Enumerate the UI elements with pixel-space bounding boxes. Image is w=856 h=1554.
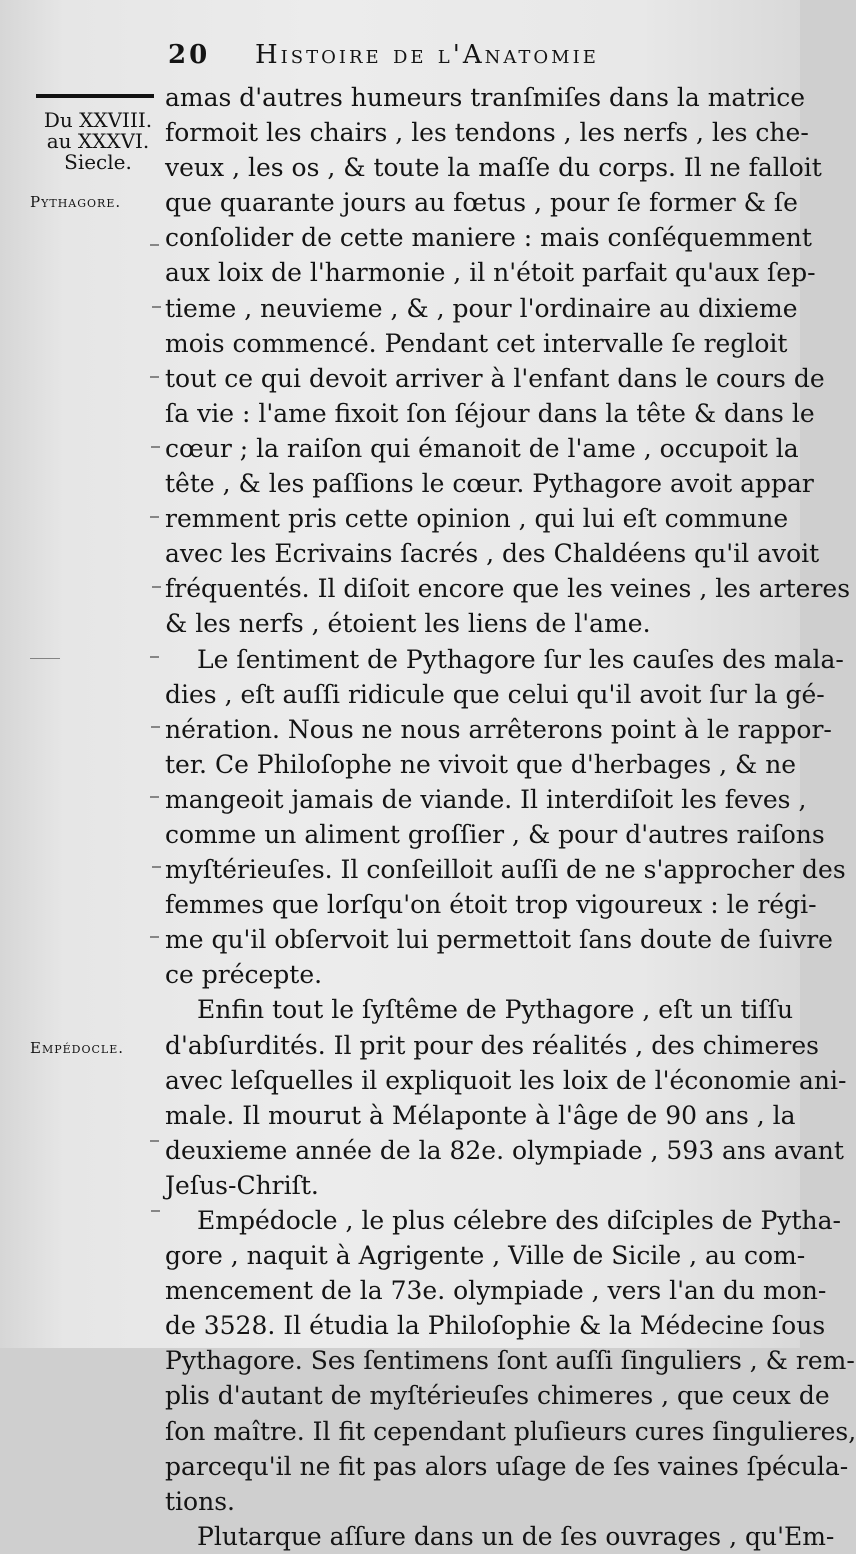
text-line: comme un aliment groſſier , & pour d'autres raiſons — [165, 819, 825, 849]
margin-note-empedocle: Empédocle. — [30, 1039, 125, 1057]
text-line: ſa vie : l'ame fixoit ſon ſéjour dans la tête & dans le — [165, 398, 815, 428]
text-line: ter. Ce Philoſophe ne vivoit que d'herbages , & ne — [165, 749, 797, 779]
text-line: Jeſus-Chriſt. — [165, 1170, 319, 1200]
running-title: Histoire de l'Anatomie — [255, 40, 599, 70]
header-rule — [36, 94, 154, 98]
text-line: Pythagore. Ses ſentimens ſont auſſi ſinguliers , & rem- — [165, 1346, 855, 1376]
text-line: d'abſurdités. Il prit pour des réalités , des chimeres — [165, 1030, 819, 1060]
text-line: que quarante jours au fœtus , pour ſe former & ſe — [165, 188, 798, 218]
text-line: avec leſquelles il expliquoit les loix de l'économie ani- — [165, 1065, 847, 1095]
text-line: de 3528. Il étudia la Philoſophie & la Médecine ſous — [165, 1311, 826, 1341]
text-line: Enfin tout le ſyſtême de Pythagore , eſt un tiſſu — [197, 995, 794, 1025]
text-line: veux , les os , & toute la maſſe du corps. Il ne falloit — [165, 153, 822, 183]
margin-note-period-line: Du XXVIII. — [43, 108, 153, 132]
text-line: myſtérieuſes. Il conſeilloit auſſi de ne s'approcher des — [165, 855, 846, 885]
ink-speck — [150, 244, 159, 246]
margin-note-period-line: Siecle. — [64, 150, 132, 174]
text-line: gore , naquit à Agrigente , Ville de Sicile , au com- — [165, 1241, 806, 1271]
text-line: ſon maître. Il fit cependant pluſieurs cures ſingulieres, — [165, 1416, 856, 1446]
ink-speck — [150, 376, 159, 378]
margin-note-period — [34, 110, 162, 173]
text-line: male. Il mourut à Mélaponte à l'âge de 90 ans , la — [165, 1100, 796, 1130]
text-line: parcequ'il ne fit pas alors uſage de ſes vaines ſpécula- — [165, 1451, 849, 1481]
text-line: plis d'autant de myſtérieuſes chimeres , que ceux de — [165, 1381, 830, 1411]
text-line: aux loix de l'harmonie , il n'étoit parfait qu'aux ſep- — [165, 258, 816, 288]
ink-speck — [150, 1140, 159, 1142]
ink-speck — [30, 658, 60, 659]
ink-speck — [150, 656, 159, 658]
text-line: Empédocle , le plus célebre des diſciples de Pytha- — [197, 1206, 841, 1235]
text-line: dies , eſt auſſi ridicule que celui qu'il avoit ſur la gé- — [165, 679, 825, 709]
text-line: deuxieme année de la 82e. olympiade , 593 ans avant — [165, 1135, 844, 1165]
text-line: amas d'autres humeurs tranſmiſes dans la matrice — [165, 83, 806, 112]
ink-speck — [150, 516, 159, 518]
page-header — [150, 38, 750, 74]
text-line: ce précepte. — [165, 960, 323, 990]
text-line: mencement de la 73e. olympiade , vers l'an du mon- — [165, 1276, 827, 1306]
ink-speck — [151, 1210, 160, 1212]
ink-speck — [151, 726, 160, 728]
text-line: femmes que lorſqu'on étoit trop vigoureux : le régi- — [165, 890, 817, 920]
text-line: tieme , neuvieme , & , pour l'ordinaire au dixieme — [165, 293, 798, 323]
text-line: cœur ; la raiſon qui émanoit de l'ame , occupoit la — [165, 433, 799, 463]
text-line: & les nerfs , étoient les liens de l'ame. — [165, 609, 651, 639]
text-line: mois commencé. Pendant cet intervalle ſe regloit — [165, 328, 788, 358]
text-line: tout ce qui devoit arriver à l'enfant dans le cours de — [165, 363, 825, 393]
text-line: Plutarque aſſure dans un de ſes ouvrages , qu'Em- — [197, 1521, 835, 1551]
text-line: avec les Ecrivains ſacrés , des Chaldéens qu'il avoit — [165, 539, 820, 569]
ink-speck — [152, 586, 161, 588]
ink-speck — [152, 866, 161, 868]
text-line: mangeoit jamais de viande. Il interdiſoit les feves , — [165, 784, 807, 814]
page-number: 20 — [168, 40, 211, 70]
text-line: tions. — [165, 1486, 235, 1516]
ink-speck — [150, 936, 159, 938]
text-line: me qu'il obſervoit lui permettoit ſans doute de ſuivre — [165, 925, 833, 955]
body-text — [165, 80, 856, 1554]
margin-note-pythagore: Pythagore. — [30, 193, 122, 211]
text-line: fréquentés. Il diſoit encore que les veines , les arteres — [165, 574, 851, 604]
text-line: nération. Nous ne nous arrêterons point à le rappor- — [165, 714, 832, 744]
text-line: conſolider de cette maniere : mais conſéquemment — [165, 223, 812, 253]
ink-speck — [151, 446, 160, 448]
text-line: tête , & les paſſions le cœur. Pythagore avoit appar — [165, 469, 814, 499]
ink-speck — [150, 796, 159, 798]
text-line: Le ſentiment de Pythagore ſur les cauſes des mala- — [197, 644, 844, 674]
ink-speck — [152, 306, 161, 308]
margin-note-period-line: au XXXVI. — [46, 129, 150, 153]
text-line: formoit les chairs , les tendons , les nerfs , les che- — [165, 118, 809, 148]
text-line: remment pris cette opinion , qui lui eſt commune — [165, 504, 789, 534]
